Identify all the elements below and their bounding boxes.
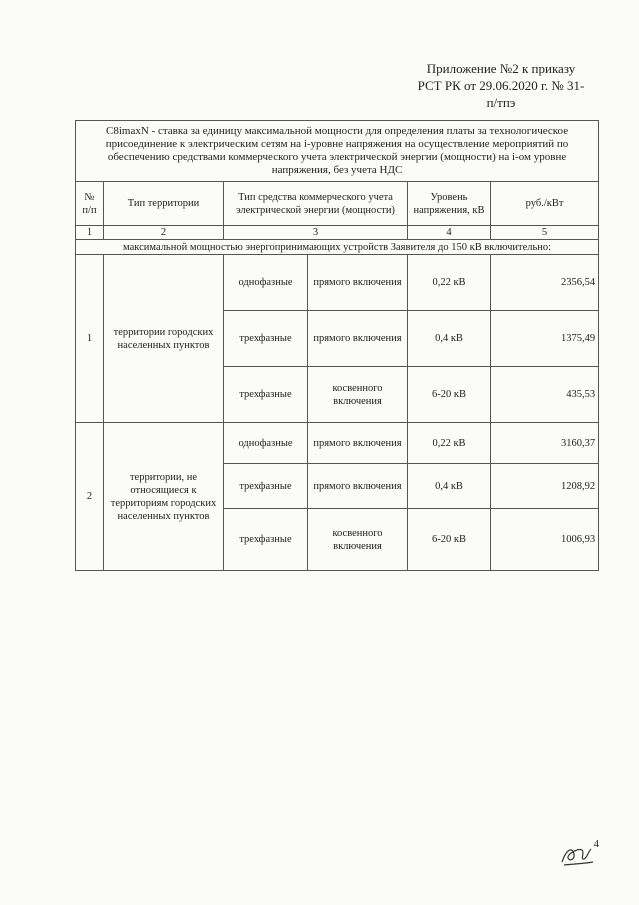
rate-value: 1006,93 <box>491 509 599 571</box>
phase-type: трехфазные <box>224 509 308 571</box>
header-line-1: Приложение №2 к приказу <box>426 61 576 76</box>
col-number: 5 <box>491 226 599 240</box>
section-label: максимальной мощностью энергопринимающих устройств Заявителя до 150 кВ включительно: <box>76 240 599 255</box>
signature-mark <box>558 840 596 868</box>
rate-value: 1375,49 <box>491 311 599 367</box>
voltage-level: 0,22 кВ <box>408 423 491 464</box>
voltage-level: 0,4 кВ <box>408 311 491 367</box>
territory-type: территории городских населенных пунктов <box>104 255 224 423</box>
table-header-row <box>76 182 599 226</box>
header-line-2: РСТ РК от 29.06.2020 г. № 31- <box>417 78 585 93</box>
tariff-table <box>75 120 599 571</box>
voltage-level: 6-20 кВ <box>408 367 491 423</box>
table-row <box>76 423 599 464</box>
connection-type: прямого включения <box>308 255 408 311</box>
col-header-territory: Тип территории <box>104 182 224 226</box>
col-number: 4 <box>408 226 491 240</box>
col-number: 3 <box>224 226 408 240</box>
phase-type: однофазные <box>224 255 308 311</box>
connection-type: прямого включения <box>308 311 408 367</box>
table-title: C8imaxN - ставка за единицу максимальной мощности для определения платы за технологическое присоединение к электрическим сетям на i-уровне напряжения на осуществление мероприятий по обеспечению средствами коммерческого учета электрической энергии (мощности) на i-ом уровне напряжения, без учета НДС <box>76 121 599 182</box>
col-header-num: № п/п <box>76 182 104 226</box>
col-number: 2 <box>104 226 224 240</box>
rate-value: 2356,54 <box>491 255 599 311</box>
document-header <box>401 60 601 111</box>
connection-type: косвенного включения <box>308 367 408 423</box>
territory-type: территории, не относящиеся к территориям городских населенных пунктов <box>104 423 224 571</box>
group-number: 2 <box>76 423 104 571</box>
phase-type: трехфазные <box>224 367 308 423</box>
header-line-3: п/тпэ <box>486 95 516 110</box>
col-header-rate: руб./кВт <box>491 182 599 226</box>
section-row <box>76 240 599 255</box>
connection-type: косвенного включения <box>308 509 408 571</box>
voltage-level: 0,4 кВ <box>408 464 491 509</box>
connection-type: прямого включения <box>308 423 408 464</box>
phase-type: трехфазные <box>224 311 308 367</box>
page-number: 4 <box>593 838 599 850</box>
voltage-level: 6-20 кВ <box>408 509 491 571</box>
connection-type: прямого включения <box>308 464 408 509</box>
column-number-row <box>76 226 599 240</box>
col-header-voltage: Уровень напряжения, кВ <box>408 182 491 226</box>
table-row <box>76 255 599 311</box>
voltage-level: 0,22 кВ <box>408 255 491 311</box>
col-number: 1 <box>76 226 104 240</box>
rate-value: 435,53 <box>491 367 599 423</box>
rate-value: 1208,92 <box>491 464 599 509</box>
group-number: 1 <box>76 255 104 423</box>
rate-value: 3160,37 <box>491 423 599 464</box>
col-header-meter: Тип средства коммерческого учета электрической энергии (мощности) <box>224 182 408 226</box>
phase-type: однофазные <box>224 423 308 464</box>
phase-type: трехфазные <box>224 464 308 509</box>
